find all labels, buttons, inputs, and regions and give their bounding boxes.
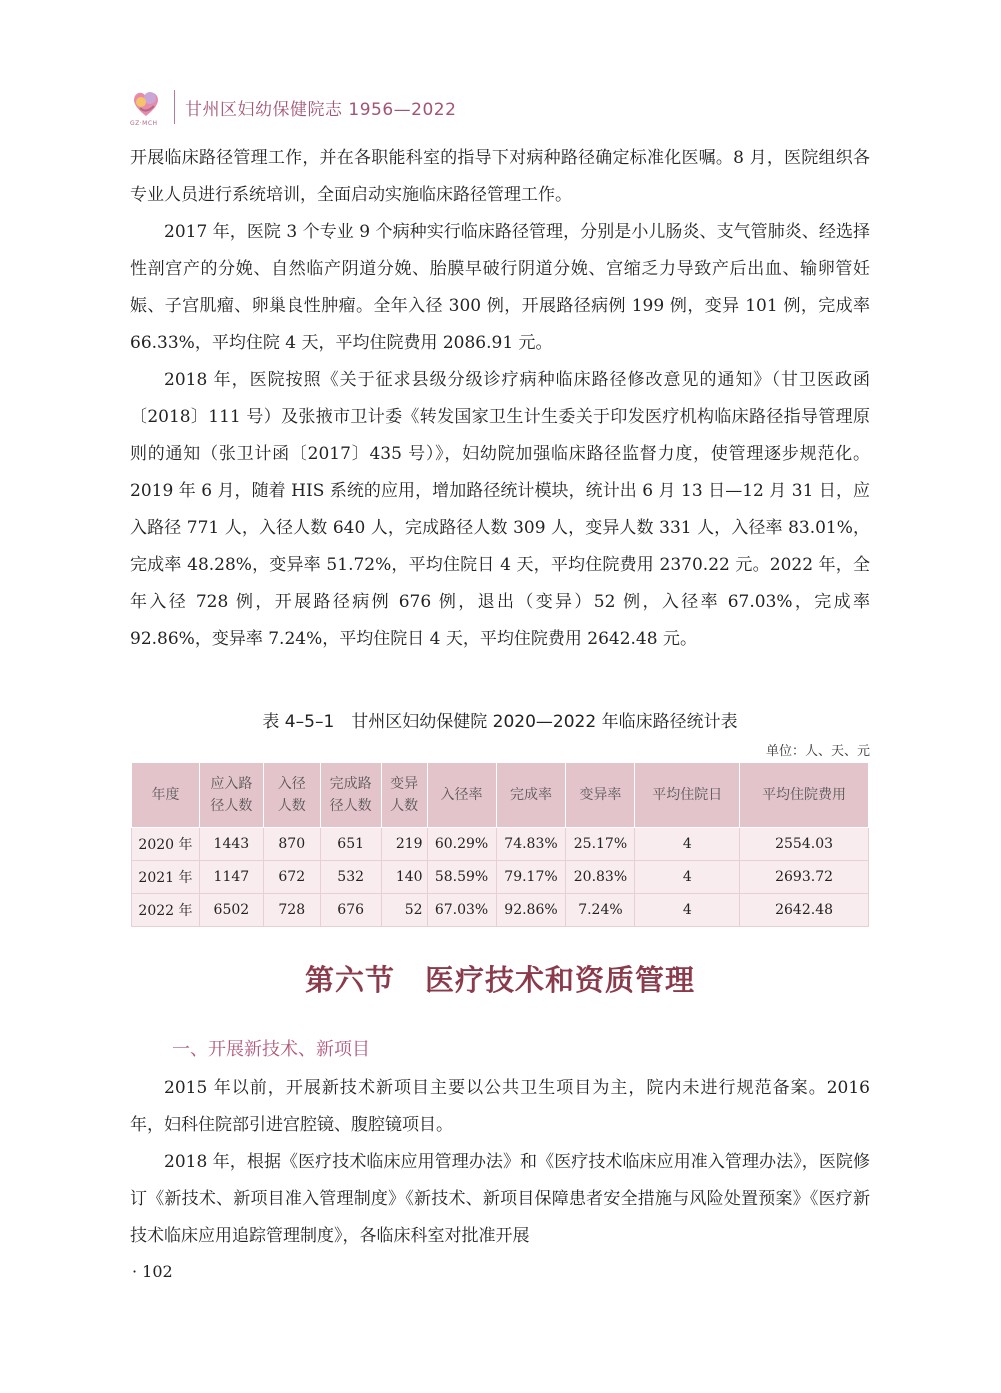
table-cell: 1147 — [199, 861, 263, 894]
table-cell: 7.24% — [566, 894, 635, 927]
table-cell: 79.17% — [496, 861, 566, 894]
paragraph: 2015 年以前，开展新技术新项目主要以公共卫生项目为主，院内未进行规范备案。2016 年，妇科住院部引进宫腔镜、腹腔镜项目。 — [130, 1078, 870, 1135]
table-cell: 728 — [263, 894, 320, 927]
paragraph: 开展临床路径管理工作，并在各职能科室的指导下对病种路径确定标准化医嘱。8 月，医院组织各专业人员进行系统培训，全面启动实施临床路径管理工作。 — [130, 148, 870, 205]
table-header-cell: 年度 — [132, 763, 200, 828]
table-header-cell: 变异 人数 — [381, 763, 427, 828]
paragraph: 2017 年，医院 3 个专业 9 个病种实行临床路径管理，分别是小儿肠炎、支气管肺炎、经选择性剖宫产的分娩、自然临产阴道分娩、胎膜早破行阴道分娩、宫缩乏力导致产后出血、输卵管妊娠、子宫肌瘤、卵巢良性肿瘤。全年入径 300 例，开展路径病例 199 例，变异 101 例，完成率 66.33%，平均住院 4 天，平均住院费用 2086.91 元。 — [130, 222, 870, 353]
table-cell: 20.83% — [566, 861, 635, 894]
stats-table — [131, 762, 869, 927]
paragraph: 2018 年，医院按照《关于征求县级分级诊疗病种临床路径修改意见的通知》（甘卫医政函〔2018〕111 号）及张掖市卫计委《转发国家卫生计生委关于印发医疗机构临床路径指导管理原则的通知（张卫计函〔2017〕435 号）》，妇幼院加强临床路径监督力度，使管理逐步规范化。2019 年 6 月，随着 HIS 系统的应用，增加路径统计模块，统计出 6 月 13 日—12 月 31 日，应入路径 771 人，入径人数 640 人，完成路径人数 309 人，变异人数 331 人，入径率 83.01%，完成率 48.28%，变异率 51.72%，平均住院日 4 天，平均住院费用 2370.22 元。2022 年，全年入径 728 例，开展路径病例 676 例，退出（变异）52 例，入径率 67.03%，完成率 92.86%，变异率 7.24%，平均住院日 4 天，平均住院费用 2642.48 元。 — [130, 370, 870, 649]
table-cell: 2020 年 — [132, 828, 200, 861]
table-row — [132, 828, 869, 861]
body-text-top — [130, 140, 870, 658]
table-cell: 140 — [381, 861, 427, 894]
table-cell: 6502 — [199, 894, 263, 927]
table-cell: 60.29% — [427, 828, 496, 861]
table-cell: 532 — [320, 861, 381, 894]
table-header-cell: 完成率 — [496, 763, 566, 828]
table-cell: 651 — [320, 828, 381, 861]
table-header-cell: 变异率 — [566, 763, 635, 828]
header-divider — [174, 90, 175, 124]
table-cell: 4 — [635, 828, 740, 861]
table-cell: 2693.72 — [740, 861, 869, 894]
table-cell: 2554.03 — [740, 828, 869, 861]
table-cell: 74.83% — [496, 828, 566, 861]
table-header-cell: 完成路 径人数 — [320, 763, 381, 828]
table-header-cell: 入径率 — [427, 763, 496, 828]
section-title: 第六节 医疗技术和资质管理 — [304, 963, 695, 997]
page-number: · 102 — [132, 1262, 173, 1281]
table-cell: 4 — [635, 894, 740, 927]
paragraph: 2018 年，根据《医疗技术临床应用管理办法》和《医疗技术临床应用准入管理办法》，医院修订《新技术、新项目准入管理制度》《新技术、新项目保障患者安全措施与风险处置预案》《医疗新技术临床应用追踪管理制度》，各临床科室对批准开展 — [130, 1152, 870, 1246]
table-header-cell: 平均住院日 — [635, 763, 740, 828]
table-row — [132, 861, 869, 894]
table-header-row — [132, 763, 869, 828]
table-cell: 676 — [320, 894, 381, 927]
table-title: 表 4–5–1 甘州区妇幼保健院 2020—2022 年临床路径统计表 — [262, 712, 738, 732]
table-cell: 219 — [381, 828, 427, 861]
table-cell: 1443 — [199, 828, 263, 861]
table-cell: 2021 年 — [132, 861, 200, 894]
table-row — [132, 894, 869, 927]
table-cell: 2022 年 — [132, 894, 200, 927]
logo-text: GZ·MCH — [130, 120, 158, 127]
table-cell: 58.59% — [427, 861, 496, 894]
body-text-bottom — [130, 1070, 870, 1255]
table-cell: 25.17% — [566, 828, 635, 861]
header-title: 甘州区妇幼保健院志 1956—2022 — [185, 99, 457, 120]
table-header-cell: 入径 人数 — [263, 763, 320, 828]
table-header-cell: 应入路 径人数 — [199, 763, 263, 828]
table-unit: 单位：人、天、元 — [765, 744, 870, 759]
table-cell: 52 — [381, 894, 427, 927]
table-cell: 92.86% — [496, 894, 566, 927]
table-header-cell: 平均住院费用 — [740, 763, 869, 828]
table-cell: 67.03% — [427, 894, 496, 927]
table-cell: 4 — [635, 861, 740, 894]
table-cell: 2642.48 — [740, 894, 869, 927]
page-header — [128, 86, 456, 128]
table-cell: 672 — [263, 861, 320, 894]
table-cell: 870 — [263, 828, 320, 861]
hospital-logo-icon — [128, 86, 164, 128]
subsection-heading: 一、开展新技术、新项目 — [172, 1039, 370, 1060]
